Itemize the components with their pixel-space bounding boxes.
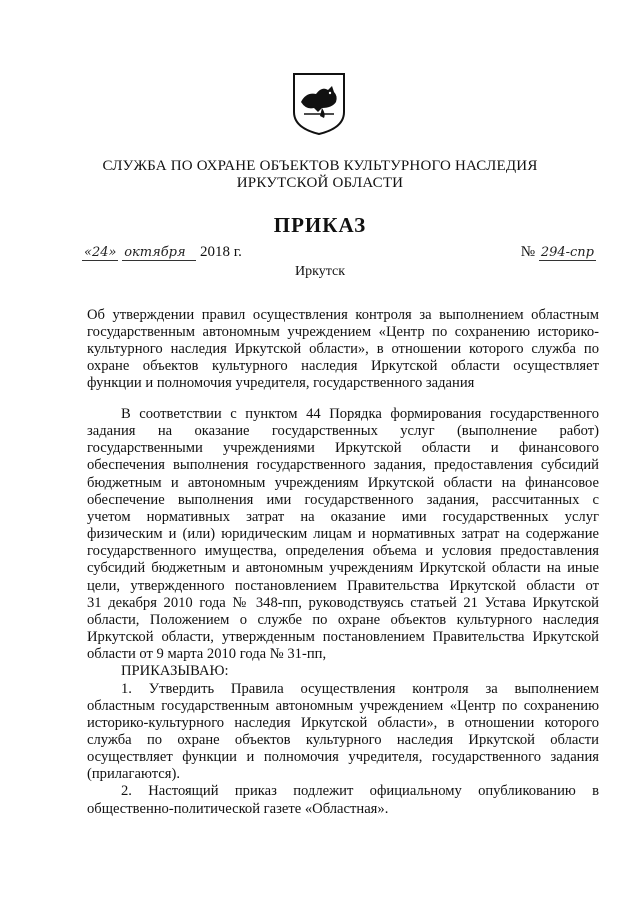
body-line: субсидий бюджетным и автономным учреждениям Иркутской области на иные bbox=[87, 560, 599, 577]
body-line: обеспечения выполнения государственного задания, предоставления субсидий bbox=[87, 457, 599, 474]
body-line: области от 9 марта 2010 года № 31-пп, bbox=[87, 646, 327, 663]
body-line: государственного имущества, определения объема и условия предоставления bbox=[87, 543, 599, 560]
order-date bbox=[82, 244, 242, 261]
agency-name-line2: ИРКУТСКОЙ ОБЛАСТИ bbox=[236, 175, 404, 191]
agency-name bbox=[60, 158, 580, 192]
subject-line: охране объектов культурного наследия Иркутской области осуществляет bbox=[87, 358, 599, 374]
body-line: бюджетным и автономным учреждениям Иркутской области на финансовое bbox=[87, 474, 599, 491]
body-line: области, Положением о службе по охране объектов культурного наследия bbox=[87, 611, 599, 628]
order-directive: ПРИКАЗЫВАЮ: bbox=[121, 663, 229, 680]
body-line: В соответствии с пунктом 44 Порядка формирования государственного bbox=[121, 406, 599, 422]
body-line: государственными учреждениями Иркутской области и финансового bbox=[87, 440, 599, 457]
body-line: областным государственным автономным учреждением «Центр по сохранению bbox=[87, 697, 599, 714]
document-type-title: ПРИКАЗ bbox=[273, 213, 367, 237]
order-number bbox=[521, 244, 596, 261]
agency-name-line1: СЛУЖБА ПО ОХРАНЕ ОБЪЕКТОВ КУЛЬТУРНОГО НАСЛЕДИЯ bbox=[102, 158, 538, 174]
body-line: учетом нормативных затрат на оказание ими государственных услуг bbox=[87, 508, 599, 525]
body-line: служба по охране объектов культурного наследия Иркутской области bbox=[87, 731, 599, 748]
coat-of-arms-emblem bbox=[292, 72, 346, 136]
subject-line: функции и полномочия учредителя, государственного задания bbox=[87, 375, 475, 391]
number-value: 294-спр bbox=[540, 245, 594, 260]
item-1-line: 1. Утвердить Правила осуществления контроля за выполнением bbox=[121, 680, 599, 697]
order-body bbox=[87, 406, 599, 818]
item-2-line: 2. Настоящий приказ подлежит официальному опубликованию в bbox=[121, 783, 599, 800]
body-line: цели, утвержденного постановлением Правительства Иркутской области от bbox=[87, 577, 599, 594]
body-line: (прилагаются). bbox=[87, 766, 180, 783]
body-line: обеспечение выполнения ими государственного задания, рассчитанных с bbox=[87, 491, 599, 508]
body-line: общественно-политической газете «Областная». bbox=[87, 800, 389, 817]
date-day: «24» bbox=[84, 245, 117, 260]
subject-line: государственным автономным учреждением «Центр по сохранению историко- bbox=[87, 324, 599, 340]
date-year: 2018 г. bbox=[199, 244, 242, 260]
body-line: историко-культурного наследия Иркутской области», в отношении которого bbox=[87, 714, 599, 731]
city-name: Иркутск bbox=[294, 264, 346, 279]
body-line: задания на оказание государственных услуг (выполнение работ) bbox=[87, 423, 599, 440]
subject-line: Об утверждении правил осуществления контроля за выполнением областным bbox=[87, 307, 599, 323]
date-month: октября bbox=[122, 245, 196, 261]
number-prefix: № bbox=[520, 244, 536, 260]
order-subject bbox=[87, 307, 599, 392]
subject-line: культурного наследия Иркутской области», в отношении которого служба по bbox=[87, 341, 599, 357]
body-line: осуществляет функции и полномочия учредителя, государственного задания bbox=[87, 749, 599, 766]
body-line: 31 декабря 2010 года № 348-пп, руководствуясь статьей 21 Устава Иркутской bbox=[87, 594, 599, 611]
body-line: Иркутской области, утвержденным постановлением Правительства Иркутской bbox=[87, 629, 599, 646]
body-line: физическим и (или) юридическим лицам и нормативных затрат на содержание bbox=[87, 526, 599, 543]
